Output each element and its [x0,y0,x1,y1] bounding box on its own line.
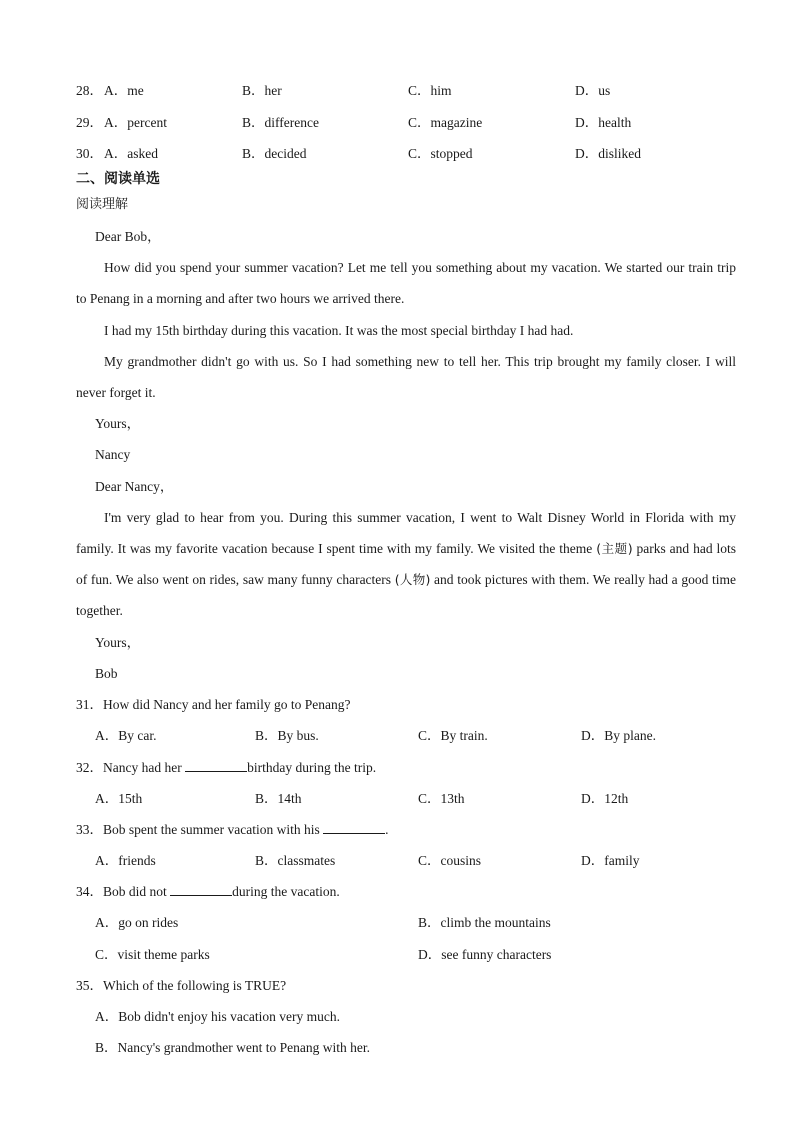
section-title: 二、阅读单选 [76,171,160,187]
option-b: B．By bus. [255,728,319,743]
option-c: C．magazine [408,115,483,130]
option-a: A．asked [104,146,158,161]
section-subtitle: 阅读理解 [76,197,129,212]
option-b: B．her [242,83,282,98]
annotation-theme: (主题) [596,541,633,556]
question-34-options-row1 [76,913,738,933]
letter1-signature: Nancy [95,447,131,462]
option-c: C．cousins [418,853,482,868]
option-d: D．family [581,853,640,868]
letter2-closing: Yours， [95,635,141,650]
option-b: B．decided [242,146,307,161]
letter2-greeting: Dear Nancy， [95,479,174,494]
letter2-signature: Bob [95,666,118,681]
option-b: B．classmates [255,853,336,868]
option-d: D．health [575,115,632,130]
option-a: A．Bob didn't enjoy his vacation very much. [95,1009,341,1024]
option-c: C．13th [418,791,465,806]
option-b: B．Nancy's grandmother went to Penang with her. [95,1040,371,1055]
option-b: B．14th [255,791,302,806]
option-c: C．By train. [418,728,488,743]
option-a: A．By car. [95,728,157,743]
question-number: 28． [76,83,103,98]
question-33-options [76,851,738,871]
question-34-stem: 34．Bob did not during the vacation. [76,884,340,899]
question-35-option-a-row [76,1007,738,1027]
letter1-greeting: Dear Bob， [95,229,161,244]
option-d: D．us [575,83,611,98]
question-29 [76,113,738,133]
question-28 [76,81,738,101]
letter1-closing: Yours， [95,416,141,431]
question-32-stem: 32．Nancy had her birthday during the trip. [76,760,377,775]
option-d: D．12th [581,791,629,806]
option-c: C．visit theme parks [95,947,210,962]
option-a: A．go on rides [95,915,179,930]
option-b: B．difference [242,115,319,130]
question-30 [76,144,738,164]
option-a: A．friends [95,853,156,868]
option-b: B．climb the mountains [418,915,551,930]
answer-blank [323,821,385,834]
question-number: 31． [76,697,103,712]
question-34-options-row2 [76,945,738,965]
option-d: D．By plane. [581,728,656,743]
option-a: A．me [104,83,144,98]
question-number: 33． [76,822,103,837]
annotation-characters: (人物) [394,572,431,587]
question-35-stem: 35．Which of the following is TRUE? [76,978,287,993]
option-c: C．him [408,83,452,98]
question-number: 29． [76,115,103,130]
option-a: A．15th [95,791,143,806]
question-33-stem: 33．Bob spent the summer vacation with his . [76,822,389,837]
option-a: A．percent [104,115,167,130]
option-d: D．see funny characters [418,947,552,962]
letter2-paragraph-1: I'm very glad to hear from you. During this summer vacation, I went to Walt Disney World in Florida with my family. It was my favorite vacation because I spent time with my family. We visited the theme (主题) parks and had lots of fun. We also went on rides, saw many funny characters (人物) and took pictures with them. We really had a good time together. [76,510,737,618]
question-number: 35． [76,978,103,993]
question-31-stem: 31．How did Nancy and her family go to Penang? [76,697,351,712]
answer-blank [170,883,232,896]
question-number: 32． [76,760,103,775]
letter1-paragraph-1: How did you spend your summer vacation? Let me tell you something about my vacation. We started our train trip to Penang in a morning and after two hours we arrived there. [76,260,736,306]
letter1-paragraph-3: My grandmother didn't go with us. So I had something new to tell her. This trip brought my family closer. I will never forget it. [76,354,736,400]
answer-blank [185,759,247,772]
question-number: 34． [76,884,103,899]
question-32-options [76,789,738,809]
question-35-option-b-row [76,1038,738,1058]
letter1-paragraph-2: I had my 15th birthday during this vacation. It was the most special birthday I had had. [104,323,574,338]
option-c: C．stopped [408,146,473,161]
question-number: 30． [76,146,103,161]
question-31-options [76,726,738,746]
option-d: D．disliked [575,146,641,161]
